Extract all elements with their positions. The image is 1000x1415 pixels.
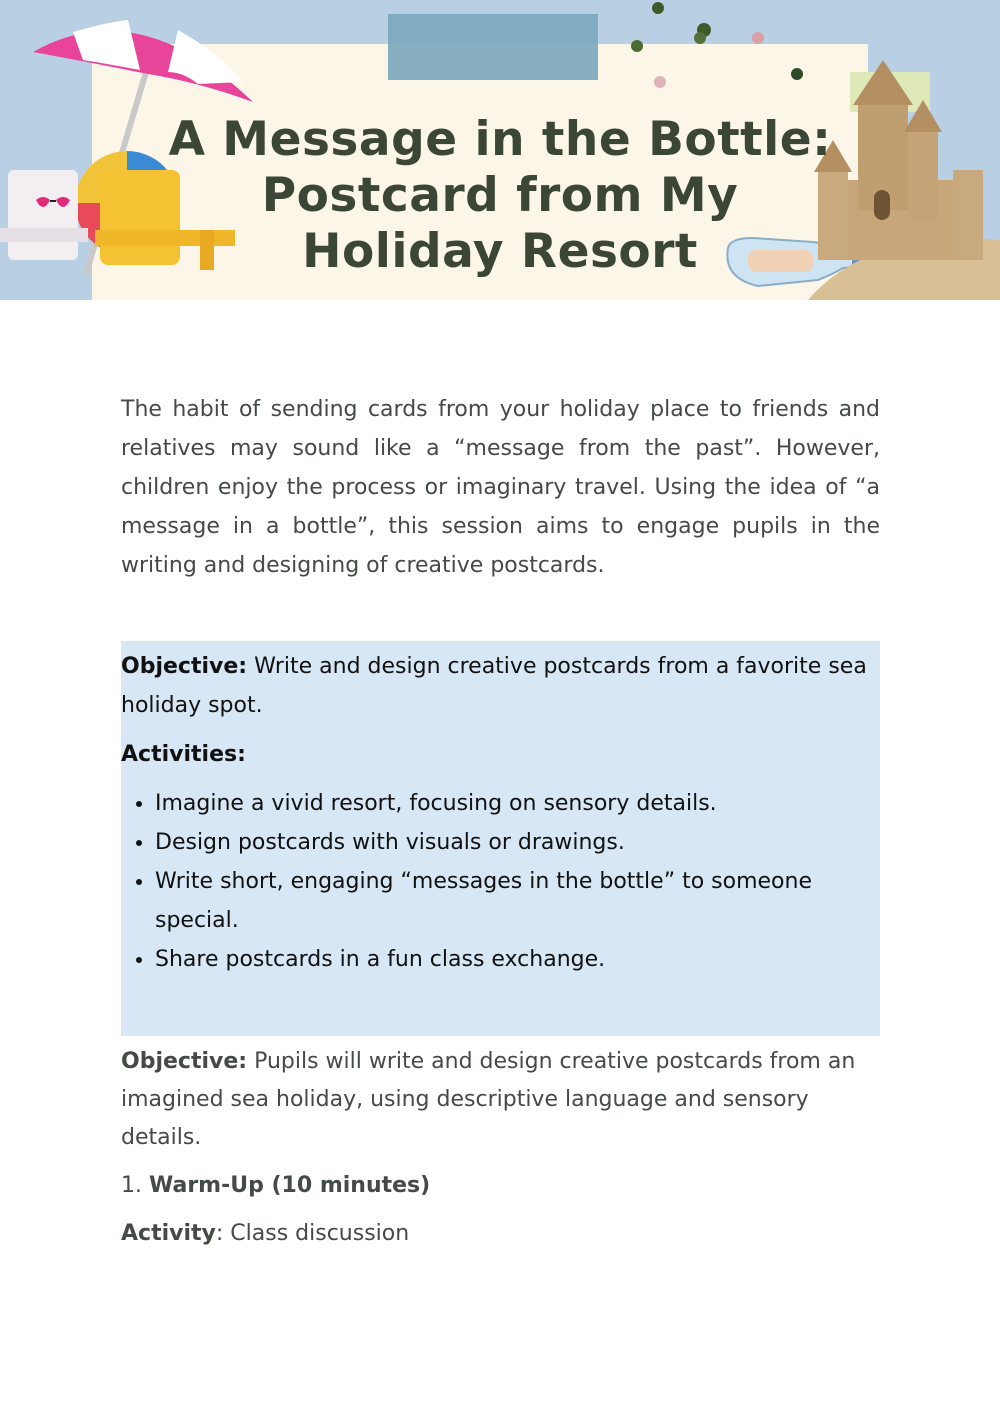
objective-label: Objective: (121, 654, 248, 679)
intro-section (121, 390, 880, 585)
tape-strip (388, 14, 598, 80)
header-banner (0, 0, 1000, 300)
objective-box (121, 641, 880, 1036)
step-number: 1. (121, 1173, 149, 1198)
step-title: Warm-Up (10 minutes) (148, 1173, 431, 1198)
objective-text: Write and design creative postcards from a favorite sea holiday spot. (121, 654, 867, 718)
activity-label: Activity (121, 1221, 216, 1246)
lesson-objective-label: Objective: (121, 1049, 248, 1074)
lesson-section (121, 1043, 880, 1253)
activity-text: : Class discussion (215, 1221, 410, 1246)
lesson-objective-text: Pupils will write and design creative postcards from an imagined sea holiday, using descriptive language and sensory details. (121, 1049, 856, 1150)
list-item: • Write short, engaging “messages in the bottle” to someone special. (155, 862, 880, 940)
list-item: • Design postcards with visuals or drawings. (155, 823, 880, 862)
title-line-2: Postcard from My (261, 168, 739, 223)
intro-paragraph: The habit of sending cards from your holiday place to friends and relatives may sound like a “message from the past”. However, children enjoy the process or imaginary travel. Using the idea of “a message in a bottle”, this session aims to engage pupils in the writing and designing of creative postcards. (121, 397, 880, 578)
title-line-1: A Message in the Bottle: (168, 112, 832, 167)
list-item: • Imagine a vivid resort, focusing on sensory details. (155, 784, 880, 823)
title-line-3: Holiday Resort (302, 224, 698, 279)
page-title (150, 112, 850, 280)
list-item: • Share postcards in a fun class exchange. (155, 940, 880, 979)
activity-line (121, 1215, 880, 1253)
lesson-objective (121, 1043, 880, 1157)
sunglasses-icon (34, 196, 74, 216)
activities-label: Activities: (121, 742, 246, 767)
activities-heading (121, 735, 880, 774)
step-heading (121, 1167, 880, 1205)
sequin-icon (620, 0, 820, 95)
activities-list (121, 784, 880, 979)
objective-line (121, 647, 880, 725)
